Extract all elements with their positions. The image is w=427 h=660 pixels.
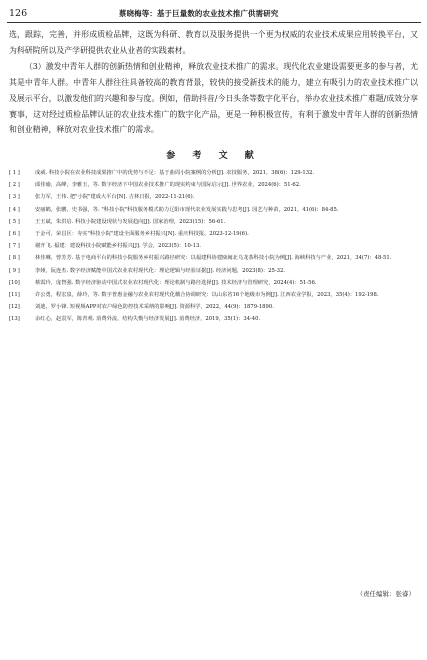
reference-item xyxy=(9,301,418,313)
reference-item xyxy=(9,167,418,179)
paragraph-1: 选，跟踪，完善，并形成质检品牌，这既为科研、教育以及服务提供一个更为权威的农业技术成果应用转换平台，又为科研院所以及产学研提供农业从业者的实践素材。 xyxy=(9,30,418,55)
reference-number: [ 9 ] xyxy=(9,267,20,274)
reference-text: 余红心，赵袁军，陈青观. 消费外流、结构失衡与经济发展[J]. 消费经济，2019，35(1)：34-40. xyxy=(35,316,261,323)
reference-text: 成威. 科技小院在农业科技成果推广中的优势与不足：基于曲周小院案例的分析[J]. 农技服务，2021，38(6)：129-132. xyxy=(35,170,315,176)
reference-text: 谢开飞. 福建：建设科技小院赋能乡村振兴[J]. 学会，2023(5)：10-13. xyxy=(35,243,201,250)
reference-item xyxy=(9,204,418,216)
reference-text: 蔡霞玲，庞智强. 数字经济驱动中国式农业农村现代化：理论机制与路径选择[J]. 技术经济与管理研究，2024(4)：51-56. xyxy=(35,279,317,286)
reference-item xyxy=(9,277,418,289)
reference-item xyxy=(9,289,418,301)
reference-list xyxy=(9,167,418,326)
reference-item xyxy=(9,313,418,325)
reference-number: [ 3 ] xyxy=(9,194,20,201)
reference-text: 邱佳瑜，高峰，李雅玉，等. 数字经济下中国农业技术推广的现实约束与国际启示[J]. 世界农业，2024(6)：51-62. xyxy=(35,182,301,189)
reference-number: [13] xyxy=(9,316,20,323)
editor-note: （责任编辑：张睿） xyxy=(356,590,415,598)
reference-number: [10] xyxy=(9,279,20,286)
reference-number: [ 8 ] xyxy=(9,255,20,262)
reference-item xyxy=(9,252,418,264)
paragraph-2: （3）激发中青年人群的创新热情和创业精神，释放农业技术推广的需求。现代化农业建设需要更多的参与者，尤其是中青年人群。中青年人群往往具备较高的教育背景，较快的接受新技术的能力，建立有吸引力的农业技术推广以及展示平台，以激发他们的兴趣和参与度。例如，借助抖音/今日头条等数字化平台，举办农业技术推广难题/成效分享赛事，这对经过质检品牌认证的农业技术推广的数字化产品，更是一种积极宣传，有利于激发中青年人群的创新热情和创业精神，释放对农业技术推广的需求。 xyxy=(9,61,418,135)
reference-number: [12] xyxy=(9,304,20,311)
reference-text: 林佳琳，曾芳芳. 基于电商平台的科技小院服务乡村振兴路径研究：以福建科协建瓯闽北乌龙茶科技小院为例[J]. 海峡科技与产业，2021，34(7)：48-51. xyxy=(35,255,392,262)
reference-number: [ 1 ] xyxy=(9,170,20,176)
reference-item xyxy=(9,216,418,228)
reference-item xyxy=(9,240,418,252)
reference-text: 安丽鹤，张鹏，史书强，等. "科技小院"科技服务模式助力辽阳市现代农业发展实践与思考[J]. 园艺与种苗，2021，41(6)：84-85. xyxy=(35,206,339,213)
body-text xyxy=(9,27,418,138)
reference-text: 许公勇，程宏泉，薛玲，等. 数字普惠金融与农业农村现代化耦合协调研究：以山东省16个地级市为例[J]. 江西农业学报，2023，35(4)：192-198. xyxy=(35,292,379,299)
reference-item xyxy=(9,191,418,203)
reference-number: [ 5 ] xyxy=(9,218,20,225)
page-number: 126 xyxy=(9,8,28,19)
page-header xyxy=(7,5,421,23)
reference-text: 张力军，王伟. 把"小院"建成大平台[N]. 吉林日报，2022-11-21(6). xyxy=(35,194,195,201)
reference-text: 于金可，荣昌区：夯实"科技小院"建设全面服务乡村振兴[N]. 重庆科技报，2023-12-19(6). xyxy=(35,231,249,238)
reference-item xyxy=(9,228,418,240)
running-title: 蔡晓梅等：基于巨量数的农业技术推广供需研究 xyxy=(119,9,279,18)
reference-number: [ 7 ] xyxy=(9,243,20,250)
reference-text: 李娅，阮连杰. 数字经济赋能中国式农业农村现代化：理论逻辑与经验证据[J]. 经济问题，2023(8)：25-32. xyxy=(35,267,285,274)
reference-number: [ 4 ] xyxy=(9,206,20,213)
reference-item xyxy=(9,179,418,191)
reference-item xyxy=(9,265,418,277)
reference-number: [ 6 ] xyxy=(9,231,20,238)
reference-text: 王玉斌，朱洪启. 科技小院建设现状与发展趋向[J]. 国家治理，2023(15)：56-61. xyxy=(35,218,226,225)
reference-text: 刘迪，罗小锋. 短视频APP对农户绿色防控技术采纳的影响[J]. 资源科学，2022，44(9)：1879-1890. xyxy=(35,304,274,311)
references-title: 参 考 文 献 xyxy=(166,151,261,161)
reference-number: [ 2 ] xyxy=(9,182,20,189)
reference-number: [11] xyxy=(9,292,20,299)
